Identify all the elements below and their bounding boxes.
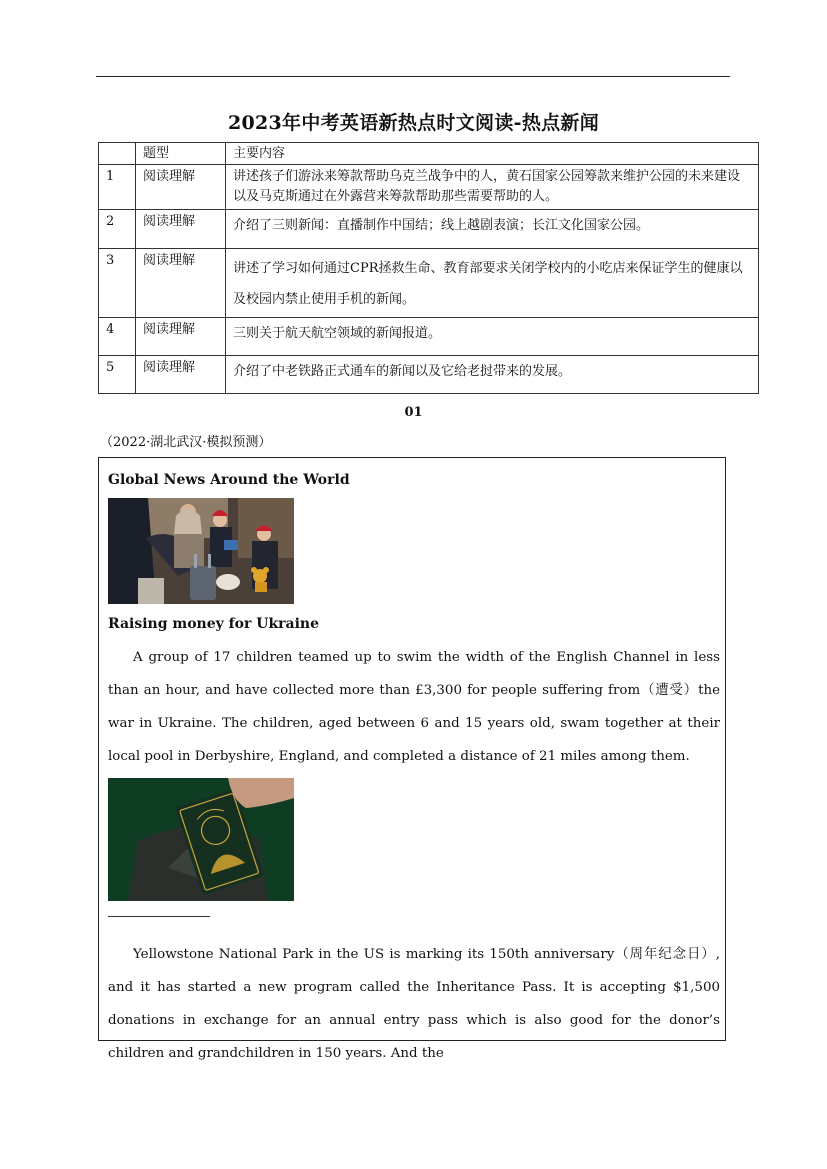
blank-title-line [108, 916, 210, 917]
summary-table [98, 142, 759, 394]
row-content: 讲述了学习如何通过CPR拯救生命、教育部要求关闭学校内的小吃店来保证学生的健康以及校园内禁止使用手机的新闻。 [226, 249, 759, 318]
article-box [98, 457, 726, 1061]
document-title: 2023年中考英语新热点时文阅读-热点新闻 [227, 112, 600, 134]
row-content: 三则关于航天航空领域的新闻报道。 [226, 318, 759, 356]
table-row [99, 249, 759, 318]
article-heading: Global News Around the World [108, 472, 350, 488]
table-header-cell [99, 143, 136, 165]
table-header-cell: 题型 [136, 143, 226, 165]
header-rule [96, 76, 730, 77]
table-header-cell: 主要内容 [226, 143, 759, 165]
row-number: 1 [99, 165, 136, 210]
story2-paragraph: Yellowstone National Park in the US is marking its 150th anniversary（周年纪念日）, and it has started a new program called the Inheritance Pass. It is accepting $1,500 donations in exchange for an annual entry pass which is also good for the donor’s children and grandchildren in 150 years. And the [108, 947, 720, 1061]
row-content: 讲述孩子们游泳来筹款帮助乌克兰战争中的人，黄石国家公园筹款来维护公园的未来建设以及马克斯通过在外露营来筹款帮助那些需要帮助的人。 [226, 165, 759, 210]
table-header-row [99, 143, 759, 165]
row-number: 5 [99, 356, 136, 394]
pass-photo-illustration [108, 778, 294, 901]
table-row [99, 318, 759, 356]
row-type: 阅读理解 [136, 210, 226, 249]
story1-title: Raising money for Ukraine [108, 616, 320, 632]
table-row [99, 165, 759, 210]
row-type: 阅读理解 [136, 318, 226, 356]
table-row [99, 356, 759, 394]
row-type: 阅读理解 [136, 356, 226, 394]
yellowstone-pass-photo [108, 778, 294, 901]
section-source: （2022·湖北武汉·模拟预测） [100, 435, 272, 450]
row-content: 介绍了中老铁路正式通车的新闻以及它给老挝带来的发展。 [226, 356, 759, 394]
row-number: 4 [99, 318, 136, 356]
table-row [99, 210, 759, 249]
children-photo-illustration [108, 498, 294, 604]
section-number: 01 [404, 405, 423, 420]
row-number: 3 [99, 249, 136, 318]
children-photo [108, 498, 294, 604]
row-type: 阅读理解 [136, 249, 226, 318]
story1-paragraph: A group of 17 children teamed up to swim the width of the English Channel in less than an hour, and have collected more than £3,300 for people suffering from（遭受）the war in Ukraine. The children, aged between 6 and 15 years old, swam together at their local pool in Derbyshire, England, and completed a distance of 21 miles among them. [108, 650, 720, 764]
row-type: 阅读理解 [136, 165, 226, 210]
row-number: 2 [99, 210, 136, 249]
row-content: 介绍了三则新闻：直播制作中国结；线上越剧表演；长江文化国家公园。 [226, 210, 759, 249]
